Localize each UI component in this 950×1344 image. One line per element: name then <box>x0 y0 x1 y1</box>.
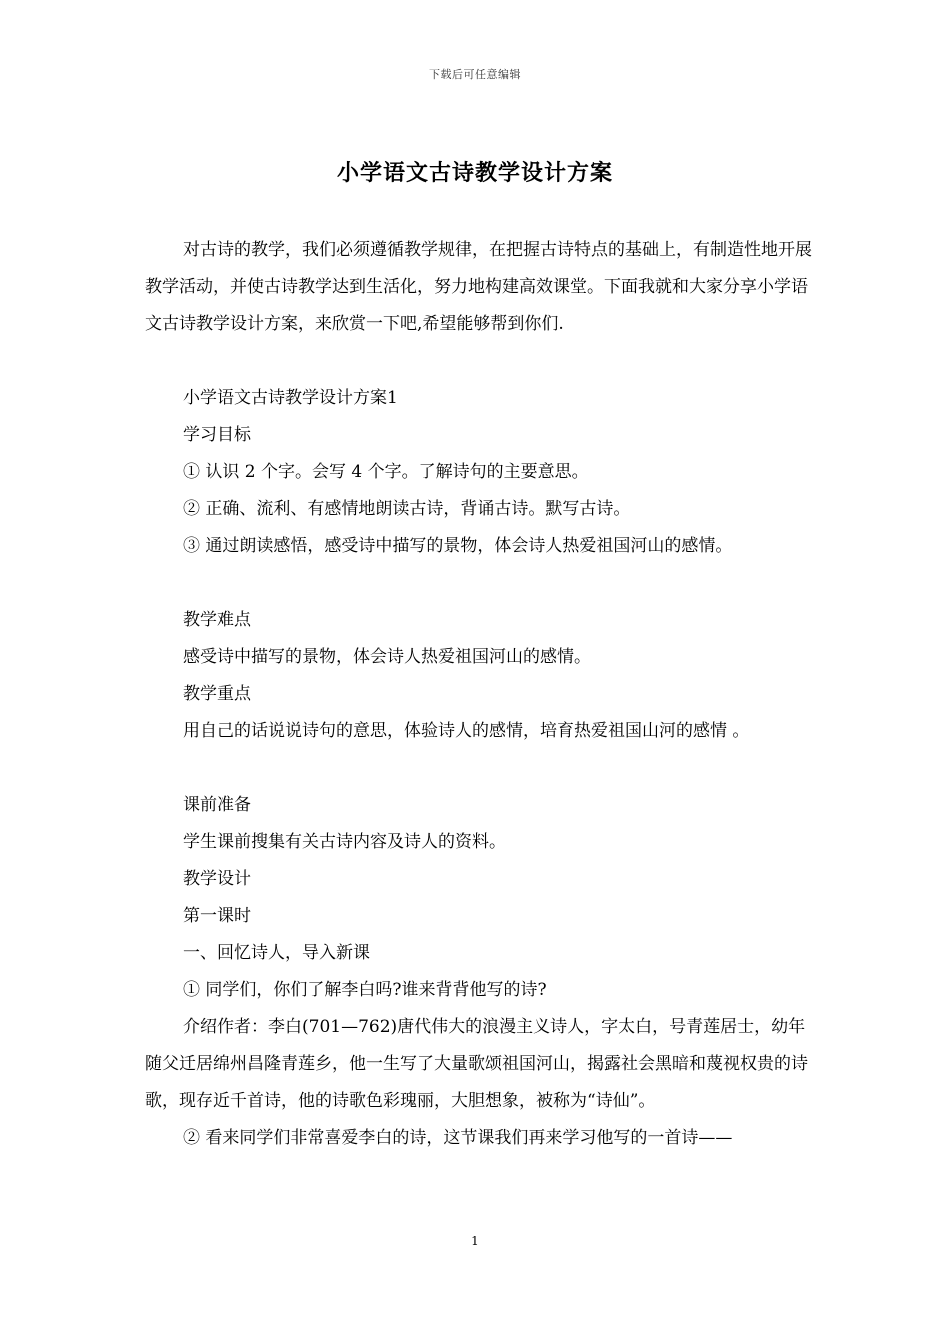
spacer <box>145 565 815 602</box>
focus-text: 用自己的话说说诗句的意思，体验诗人的感情，培育热爱祖国山河的感情 。 <box>183 721 750 741</box>
header-note: 下载后可任意编辑 <box>429 68 521 81</box>
prep-text: 学生课前搜集有关古诗内容及诗人的资料。 <box>183 832 506 852</box>
step-next: ② 看来同学们非常喜爱李白的诗，这节课我们再来学习他写的一首诗—— <box>183 1128 733 1148</box>
difficulty-heading: 教学难点 <box>183 610 251 630</box>
step-question: ① 同学们，你们了解李白吗?谁来背背他写的诗? <box>183 980 547 1000</box>
step-heading: 一、回忆诗人，导入新课 <box>183 943 370 963</box>
design-heading: 教学设计 <box>183 869 251 889</box>
lesson-heading: 第一课时 <box>183 906 251 926</box>
goal-item: ② 正确、流利、有感情地朗读古诗，背诵古诗。默写古诗。 <box>183 499 631 519</box>
goals-heading: 学习目标 <box>183 425 251 445</box>
goal-item: ① 认识 2 个字。会写 4 个字。了解诗句的主要意思。 <box>183 462 589 482</box>
document-title: 小学语文古诗教学设计方案 <box>336 160 613 186</box>
spacer <box>145 750 815 787</box>
intro-paragraph: 对古诗的教学，我们必须遵循教学规律，在把握古诗特点的基础上，有制造性地开展教学活动，并使古诗教学达到生活化，努力地构建高效课堂。下面我就和大家分享小学语文古诗教学设计方案，来欣赏一下吧,希望能够帮到你们. <box>145 240 812 334</box>
author-intro: 介绍作者：李白(701—762)唐代伟大的浪漫主义诗人，字太白，号青莲居士，幼年随父迁居绵州昌隆青莲乡，他一生写了大量歌颂祖国河山，揭露社会黑暗和蔑视权贵的诗歌，现存近千首诗，他的诗歌色彩瑰丽，大胆想象，被称为“诗仙”。 <box>145 1017 808 1111</box>
spacer <box>145 343 815 380</box>
focus-heading: 教学重点 <box>183 684 251 704</box>
goal-item: ③ 通过朗读感悟，感受诗中描写的景物，体会诗人热爱祖国河山的感情。 <box>183 536 733 556</box>
page-number: 1 <box>471 1234 479 1248</box>
difficulty-text: 感受诗中描写的景物，体会诗人热爱祖国河山的感情。 <box>183 647 591 667</box>
section-heading: 小学语文古诗教学设计方案1 <box>183 388 398 408</box>
document-body <box>145 232 815 1157</box>
prep-heading: 课前准备 <box>183 795 251 815</box>
